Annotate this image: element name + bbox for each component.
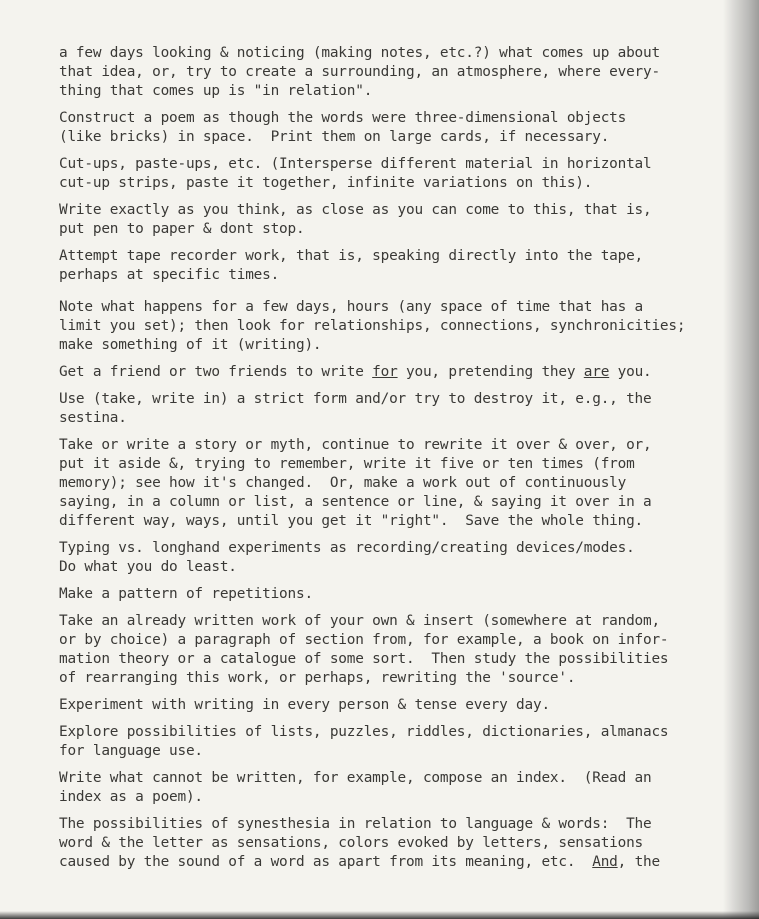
- text-line: Note what happens for a few days, hours (any space of time that has a: [59, 299, 644, 315]
- paragraph-7: [59, 363, 729, 382]
- text-line: Experiment with writing in every person & tense every day.: [59, 697, 550, 713]
- paragraph-16: [59, 815, 729, 872]
- text-line: word & the letter as sensations, colors evoked by letters, sensations: [59, 835, 644, 851]
- underlined-word: for: [372, 364, 398, 380]
- paragraph-13: [59, 696, 729, 715]
- text-line: of rearranging this work, or perhaps, rewriting the 'source'.: [59, 670, 576, 686]
- paragraph-5: [59, 247, 729, 285]
- page-edge-shadow: [723, 0, 759, 919]
- paragraph-12: [59, 612, 729, 688]
- text-segment: caused by the sound of a word as apart from its meaning, etc.: [59, 854, 593, 870]
- text-line: limit you set); then look for relationships, connections, synchronicities;: [59, 318, 686, 334]
- text-line: that idea, or, try to create a surrounding, an atmosphere, where every-: [59, 64, 660, 80]
- paragraph-10: [59, 539, 729, 577]
- page-bottom-edge: [0, 911, 759, 919]
- document-body: [59, 44, 729, 880]
- text-line: different way, ways, until you get it "right". Save the whole thing.: [59, 513, 644, 529]
- text-line: (like bricks) in space. Print them on large cards, if necessary.: [59, 129, 610, 145]
- text-line: The possibilities of synesthesia in relation to language & words: The: [59, 816, 652, 832]
- text-line: Attempt tape recorder work, that is, speaking directly into the tape,: [59, 248, 644, 264]
- text-line: Cut-ups, paste-ups, etc. (Intersperse different material in horizontal: [59, 156, 652, 172]
- text-line: mation theory or a catalogue of some sort. Then study the possibilities: [59, 651, 669, 667]
- text-line: put it aside &, trying to remember, write it five or ten times (from: [59, 456, 635, 472]
- paragraph-2: [59, 109, 729, 147]
- text-line: Typing vs. longhand experiments as recording/creating devices/modes.: [59, 540, 635, 556]
- text-line: or by choice) a paragraph of section from, for example, a book on infor-: [59, 632, 669, 648]
- text-line: Construct a poem as though the words were three-dimensional objects: [59, 110, 627, 126]
- text-line: put pen to paper & dont stop.: [59, 221, 305, 237]
- text-line: Write what cannot be written, for example, compose an index. (Read an: [59, 770, 652, 786]
- text-line: Explore possibilities of lists, puzzles, riddles, dictionaries, almanacs: [59, 724, 669, 740]
- text-line: for language use.: [59, 743, 203, 759]
- underlined-word: are: [583, 364, 610, 380]
- text-line: Make a pattern of repetitions.: [59, 586, 313, 602]
- paragraph-14: [59, 723, 729, 761]
- text-line: Write exactly as you think, as close as you can come to this, that is,: [59, 202, 652, 218]
- text-line: Use (take, write in) a strict form and/or try to destroy it, e.g., the: [59, 391, 652, 407]
- text-line: memory); see how it's changed. Or, make a work out of continuously: [59, 475, 627, 491]
- text-line: index as a poem).: [59, 789, 203, 805]
- text-line: Take or write a story or myth, continue to rewrite it over & over, or,: [59, 437, 652, 453]
- text-line: thing that comes up is "in relation".: [59, 83, 373, 99]
- text-line: saying, in a column or list, a sentence or line, & saying it over in a: [59, 494, 652, 510]
- paragraph-3: [59, 155, 729, 193]
- paragraph-9: [59, 436, 729, 531]
- text-segment: Get a friend or two friends to write: [59, 364, 373, 380]
- text-line: cut-up strips, paste it together, infinite variations on this).: [59, 175, 593, 191]
- underlined-word: And: [592, 854, 618, 870]
- paragraph-6: [59, 298, 729, 355]
- text-segment: you.: [609, 364, 652, 380]
- text-line: perhaps at specific times.: [59, 267, 280, 283]
- text-segment: you, pretending they: [397, 364, 584, 380]
- text-line: a few days looking & noticing (making notes, etc.?) what comes up about: [59, 45, 660, 61]
- text-line: sestina.: [59, 410, 127, 426]
- paragraph-1: [59, 44, 729, 101]
- text-line: Do what you do least.: [59, 559, 237, 575]
- paragraph-4: [59, 201, 729, 239]
- paragraph-8: [59, 390, 729, 428]
- text-line: make something of it (writing).: [59, 337, 322, 353]
- text-segment: , the: [617, 854, 660, 870]
- text-line: Take an already written work of your own & insert (somewhere at random,: [59, 613, 660, 629]
- paragraph-11: [59, 585, 729, 604]
- paragraph-15: [59, 769, 729, 807]
